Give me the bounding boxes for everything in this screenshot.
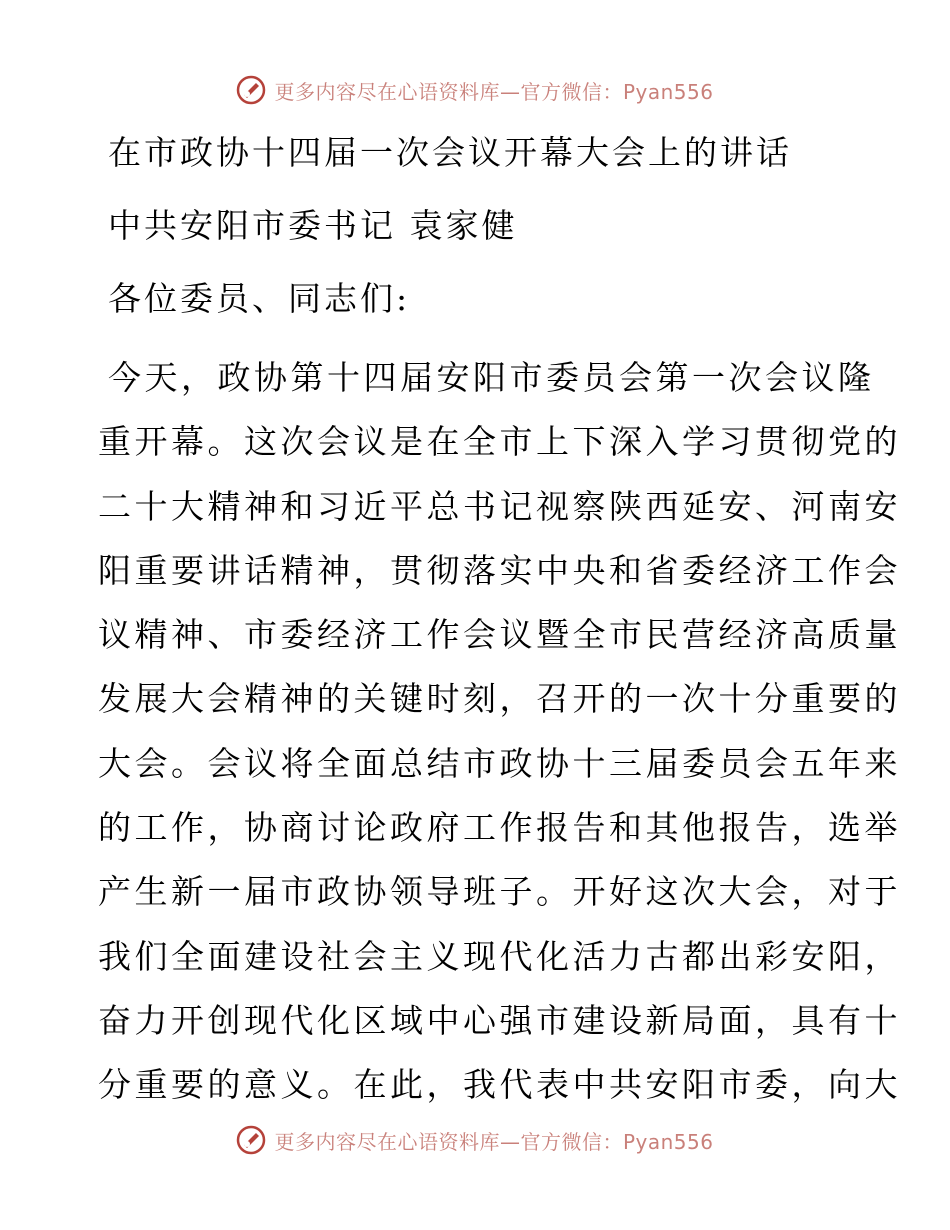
watermark-text: 更多内容尽在心语资料库—官方微信：Pyan556 — [274, 79, 714, 104]
body-line: 今天，政协第十四届安阳市委员会第一次会议隆 — [108, 358, 875, 397]
red-circle-seal-icon — [236, 75, 266, 105]
body-line: 议精神、市委经济工作会议暨全市民营经济高质量 — [98, 615, 901, 655]
body-line: 奋力开创现代化区域中心强市建设新局面，具有十 — [98, 1000, 901, 1040]
body-line: 产生新一届市政协领导班子。开好这次大会，对于 — [98, 872, 901, 912]
body-line: 重开幕。这次会议是在全市上下深入学习贯彻党的 — [98, 422, 901, 462]
body-line: 我们全面建设社会主义现代化活力古都出彩安阳， — [98, 936, 901, 976]
document-title: 在市政协十四届一次会议开幕大会上的讲话 — [108, 133, 792, 172]
body-line: 二十大精神和习近平总书记视察陕西延安、河南安 — [98, 486, 901, 526]
watermark-text: 更多内容尽在心语资料库—官方微信：Pyan556 — [274, 1129, 714, 1154]
document-greeting: 各位委员、同志们: — [108, 279, 411, 318]
body-line: 的工作，协商讨论政府工作报告和其他报告，选举 — [98, 808, 901, 848]
document-author: 中共安阳市委书记 袁家健 — [108, 206, 518, 245]
body-line: 分重要的意义。在此，我代表中共安阳市委，向大 — [98, 1065, 901, 1105]
body-line: 阳重要讲话精神，贯彻落实中央和省委经济工作会 — [98, 550, 901, 590]
header-watermark — [0, 70, 950, 110]
body-line: 大会。会议将全面总结市政协十三届委员会五年来 — [98, 743, 901, 783]
footer-watermark — [0, 1120, 950, 1160]
body-line: 发展大会精神的关键时刻，召开的一次十分重要的 — [98, 679, 901, 719]
document-body — [98, 346, 901, 1118]
red-circle-seal-icon — [236, 1125, 266, 1155]
